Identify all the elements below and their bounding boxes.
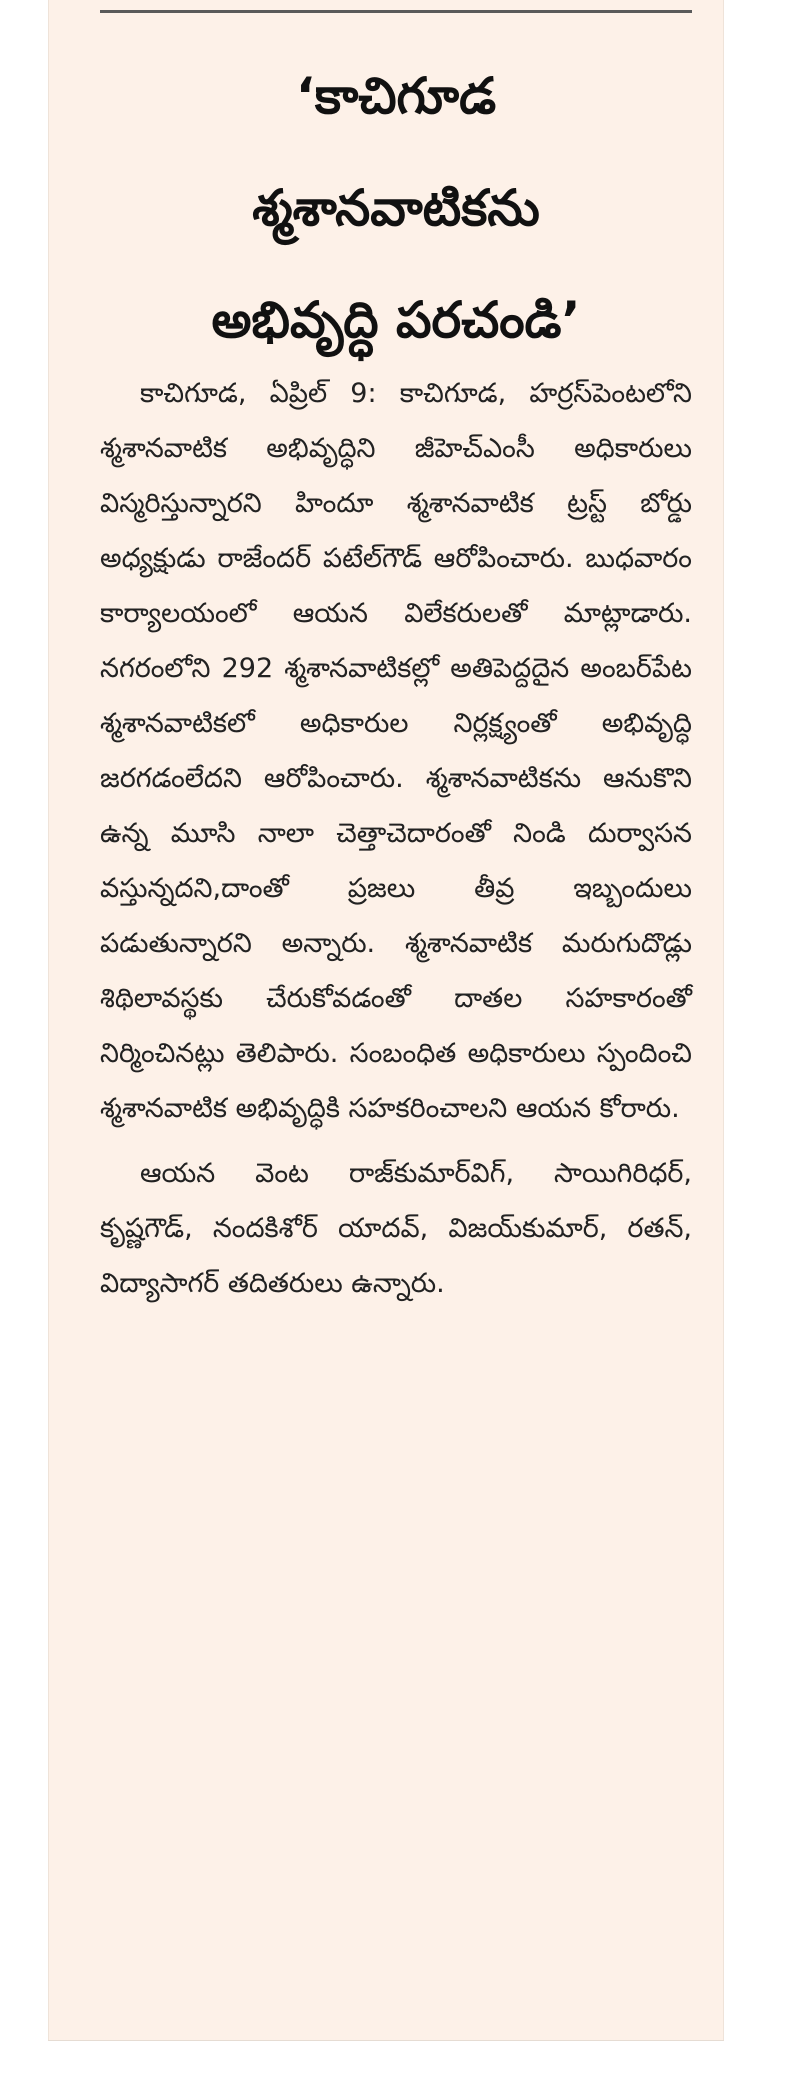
top-rule (100, 10, 692, 13)
article-body (100, 366, 692, 1311)
bottom-rule (48, 2040, 724, 2041)
headline (100, 40, 692, 376)
headline-line-3: అభివృద్ధి పరచండి’ (211, 291, 581, 349)
headline-line-1: ‘కాచిగూడ (295, 67, 497, 125)
article-paragraph-1: కాచిగూడ, ఏప్రిల్ 9: కాచిగూడ, హర్రస్‌పెంటలోని శ్మశానవాటిక అభివృద్ధిని జీహెచ్‌ఎంసీ అధికారులు విస్మరిస్తున్నారని హిందూ శ్మశానవాటిక ట్రస్ట్ బోర్డు అధ్యక్షుడు రాజేందర్ పటేల్‌గౌడ్ ఆరోపించారు. బుధవారం కార్యాలయంలో ఆయన విలేకరులతో మాట్లాడారు. నగరంలోని 292 శ్మశానవాటికల్లో అతిపెద్దదైన అంబర్‌పేట శ్మశానవాటికలో అధికారుల నిర్లక్ష్యంతో అభివృద్ధి జరగడంలేదని ఆరోపించారు. శ్మశానవాటికను ఆనుకొని ఉన్న మూసి నాలా చెత్తాచెదారంతో నిండి దుర్వాసన వస్తున్నదని,దాంతో ప్రజలు తీవ్ర ఇబ్బందులు పడుతున్నారని అన్నారు. శ్మశానవాటిక మరుగుదొడ్లు శిథిలావస్థకు చేరుకోవడంతో దాతల సహకారంతో నిర్మించినట్లు తెలిపారు. సంబంధిత అధికారులు స్పందించి శ్మశానవాటిక అభివృద్ధికి సహకరించాలని ఆయన కోరారు. (100, 378, 692, 1124)
article-paragraph-2: ఆయన వెంట రాజ్‌కుమార్‌విగ్, సాయిగిరిధర్, కృష్ణగౌడ్, నందకిశోర్ యాదవ్, విజయ్‌కుమార్, రతన్, విద్యాసాగర్ తదితరులు ఉన్నారు. (100, 1158, 692, 1299)
headline-line-2: శ్మశానవాటికను (252, 179, 540, 237)
